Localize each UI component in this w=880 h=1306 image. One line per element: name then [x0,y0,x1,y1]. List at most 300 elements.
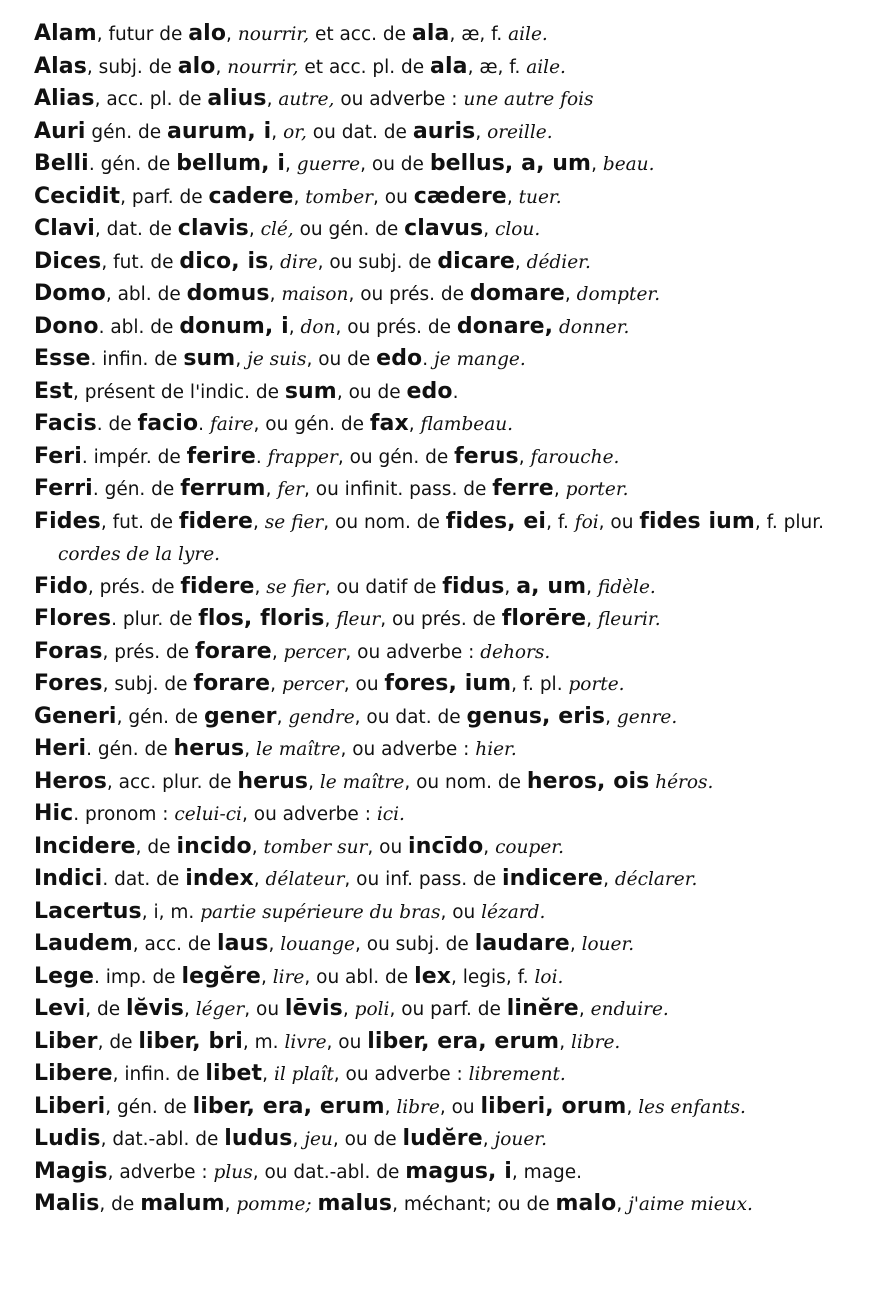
translation-text: plus [213,1161,253,1183]
dictionary-entry [34,1156,850,1189]
grammar-text: , abl. de [105,284,187,305]
dictionary-entry [34,993,850,1026]
grammar-text: , ou gén. de [337,446,455,468]
grammar-text: , [483,836,496,858]
headword-text: aurum, i [166,118,272,144]
headword-text: Fido [34,573,88,599]
grammar-text: . impér. de [81,446,187,468]
translation-text: héros. [655,771,714,793]
grammar-text: , de [85,999,127,1020]
translation-text: enduire. [590,999,669,1020]
grammar-text: , [616,1194,629,1215]
grammar-text: , de [135,836,177,858]
grammar-text: , [483,219,496,240]
translation-text: fer [277,479,304,500]
grammar-text: , ou prés. de [380,609,502,630]
grammar-text: , mage. [511,1161,583,1183]
grammar-text: , [268,251,281,273]
headword-text: forare [195,638,272,664]
headword-text: Malis [34,1191,100,1216]
grammar-text: , [271,121,284,143]
grammar-text: , [591,154,603,175]
translation-text: le maître [255,739,341,760]
translation-text: percer [281,674,344,695]
dictionary-entry [34,376,850,409]
dictionary-entry [34,408,850,441]
headword-text: Generi [34,703,117,729]
grammar-text: , [215,56,228,78]
grammar-text: , gén. de [105,1096,193,1118]
grammar-text: , [266,89,279,110]
translation-text: farouche. [530,446,620,468]
headword-text: liber, bri [138,1028,243,1054]
headword-text: Facis [34,411,97,436]
headword-text: ala [430,53,468,79]
headword-text: Indici [34,866,103,891]
headword-text: fidus [442,573,505,599]
translation-text: se fier [266,576,325,598]
headword-text: flos, floris [198,606,325,631]
translation-text: celui-ci [174,804,242,825]
translation-text: tomber sur [263,836,368,858]
headword-text: Levi [34,996,86,1021]
headword-text: alo [188,21,227,46]
grammar-text: , f. plur. [754,511,825,533]
translation-text: les enfants. [638,1096,746,1118]
grammar-text: , [276,706,289,728]
translation-text: foi [574,511,599,533]
grammar-text: ou adverbe : [334,89,464,110]
headword-text: Foras [34,638,103,664]
translation-text: le maître [319,771,405,793]
grammar-text: , [504,576,517,598]
headword-text: laus [216,931,269,956]
headword-text: dico, is [179,248,269,274]
headword-text: Alas [34,53,87,79]
translation-text: tomber [305,186,373,208]
headword-text: ferre [492,476,554,501]
grammar-text: , adverbe : [107,1161,214,1183]
grammar-text: , [586,609,598,630]
headword-text: libet [205,1061,263,1086]
grammar-text: , gén. de [116,706,204,728]
grammar-text: , [569,934,582,955]
dictionary-entry [34,18,850,51]
translation-text: aile. [508,24,548,45]
grammar-text: gén. de [85,121,167,143]
dictionary-entry [34,343,850,376]
dictionary-entry [34,116,850,149]
headword-text: Ferri [34,476,93,501]
grammar-text: , æ, f. [449,24,509,45]
grammar-text: , [226,24,238,45]
grammar-text: , [253,869,266,890]
translation-text: ici. [376,804,405,825]
grammar-text: , i, m. [141,901,201,923]
translation-text: couper. [495,836,564,858]
grammar-text: , [408,414,421,435]
grammar-text: , [260,966,273,988]
translation-text: pomme; [236,1194,312,1215]
translation-text: dompter. [576,284,661,305]
translation-text: libre. [570,1031,621,1053]
dictionary-entry [34,733,850,766]
headword-text: donum, i [179,313,289,339]
headword-text: ferire [186,443,256,469]
translation-text: jouer. [494,1129,547,1150]
headword-text: incīdo [408,833,484,859]
headword-text: fores, ium [384,671,512,696]
grammar-text: et acc. pl. de [298,56,431,78]
grammar-text: , [553,479,566,500]
headword-text: gener [203,703,277,729]
headword-text: ala [411,21,450,46]
grammar-text: , futur de [96,24,189,45]
grammar-text: , [248,219,261,240]
translation-text: jeu [304,1129,333,1150]
headword-text: a, um [516,573,587,599]
headword-text: lĕvis [126,996,184,1021]
headword-text: laudare [474,931,570,956]
grammar-text: , présent de l'indic. de [72,381,285,403]
grammar-text: , prés. de [102,641,196,663]
dictionary-entry [34,603,850,636]
grammar-text: , ou infinit. pass. de [304,479,493,500]
translation-text: fleurir. [597,609,661,630]
headword-text: Hic [34,801,74,826]
headword-text: Incidere [34,833,136,859]
grammar-text: , [603,869,615,890]
translation-text: hier. [475,739,517,760]
grammar-text: , æ, f. [467,56,527,78]
grammar-text: , ou subj. de [317,251,438,273]
translation-text: oreille. [487,121,553,143]
headword-text: malo [555,1191,617,1216]
dictionary-entry [34,213,850,246]
dictionary-entry [34,181,850,214]
headword-text: Fores [34,671,103,696]
grammar-text: , ou parf. de [389,999,507,1020]
grammar-text: , ou [439,1096,481,1118]
grammar-text: , [578,999,591,1020]
grammar-text: , ou de [336,381,407,403]
headword-text: florēre [501,606,587,631]
headword-text: ludĕre [402,1126,483,1151]
grammar-text: , acc. de [132,934,217,955]
grammar-text: , [235,349,248,370]
translation-text: je mange. [434,349,526,370]
translation-text: tuer. [518,186,562,208]
dictionary-entry [34,896,850,929]
grammar-text: . dat. de [102,869,186,890]
headword-text: Lege [34,963,95,989]
grammar-text: , [514,251,527,273]
grammar-text: , [254,576,267,598]
grammar-text: , acc. plur. de [106,771,238,793]
grammar-text: , [293,186,306,208]
grammar-text: , [251,836,264,858]
headword-text: Lacertus [34,898,142,924]
translation-text: il plaît [273,1064,334,1085]
grammar-text: , de [99,1194,141,1215]
grammar-text: et acc. de [309,24,412,45]
headword-text: domus [186,281,270,306]
translation-text: libre [396,1096,440,1118]
grammar-text: . gén. de [88,154,177,175]
grammar-text: , [270,674,282,695]
grammar-text: , ou de [306,349,377,370]
headword-text: edo [376,346,423,371]
translation-text: fleur [336,609,381,630]
translation-text: j'aime mieux. [628,1194,753,1215]
dictionary-entry [34,278,850,311]
headword-text: Esse [34,346,91,371]
grammar-text: , fut. de [101,251,180,273]
translation-text: or, [283,121,307,143]
dictionary-entry [34,1123,850,1156]
grammar-text: , [586,576,598,598]
headword-text: Domo [34,281,106,306]
grammar-text: , [482,1129,495,1150]
grammar-text: , [324,609,337,630]
headword-text: clavis [177,216,249,241]
translation-text: genre. [616,706,678,728]
headword-text: Magis [34,1158,108,1184]
headword-text: Liber [34,1028,98,1054]
grammar-text: , ou dat. de [354,706,467,728]
headword-text: Liberi [34,1093,106,1119]
grammar-text: , [518,446,531,468]
translation-text: dehors. [480,641,551,663]
headword-text: liber, era, erum [192,1093,385,1119]
headword-text: legĕre [181,963,261,989]
headword-text: alius [207,86,267,111]
headword-text: domare [469,281,565,306]
headword-text: auris [412,118,476,144]
headword-text: index [185,866,254,891]
headword-text: Auri [34,118,86,144]
headword-text: cadere [208,183,294,209]
grammar-text: . [452,381,459,403]
headword-text: facio [137,411,199,436]
grammar-text: , [268,934,281,955]
grammar-text: . [255,446,268,468]
grammar-text: . abl. de [98,316,180,338]
grammar-text: , [475,121,488,143]
headword-text: sum [183,346,236,371]
grammar-text: , [626,1096,639,1118]
grammar-text: , dat.-abl. de [100,1129,225,1150]
translation-text: beau. [602,154,655,175]
grammar-text: , [506,186,519,208]
grammar-text: , ou prés. de [335,316,457,338]
translation-text: maison [281,284,349,305]
headword-text: fax [369,411,409,436]
grammar-text: , ou adverbe : [241,804,377,825]
headword-text: Fides [34,508,101,534]
grammar-text: , [308,771,320,793]
headword-text: Heros [34,768,107,794]
headword-text: cædere [413,183,507,209]
translation-text: don [300,316,336,338]
dictionary-entry [34,1188,850,1221]
grammar-text: ou dat. de [306,121,413,143]
dictionary-entry [34,668,850,701]
headword-text: liberi, orum [480,1093,627,1119]
translation-text: lézard. [481,901,546,923]
grammar-text: , f. [546,511,575,533]
headword-text: bellus, a, um [429,151,592,176]
grammar-text: ou gén. de [293,219,405,240]
translation-text: percer [283,641,346,663]
dictionary-entry [34,863,850,896]
grammar-text: , [342,999,355,1020]
headword-text: Dono [34,313,99,339]
headword-text: dicare [437,248,515,274]
translation-text: lire [272,966,305,988]
grammar-text: , [292,1129,305,1150]
dictionary-entry [34,798,850,831]
headword-text: fides, ei [445,508,547,534]
headword-text: genus, eris [466,703,606,729]
translation-text: fidèle. [597,576,656,598]
translation-text: librement. [468,1064,566,1085]
grammar-text: , dat. de [94,219,178,240]
grammar-text: , m. [242,1031,285,1053]
headword-text: Feri [34,443,82,469]
grammar-text: , de [97,1031,139,1053]
dictionary-entry [34,571,850,604]
grammar-text: , [244,739,256,760]
translation-text: déclarer. [614,869,698,890]
headword-text: ferrum [180,476,266,501]
dictionary-entry [34,148,850,181]
grammar-text: , ou datif de [324,576,443,598]
headword-text: magus, i [405,1158,512,1184]
translation-text: nourrir, [227,56,299,78]
dictionary-entry [34,506,850,571]
grammar-text: . [198,414,210,435]
headword-text: fidere [180,573,255,599]
translation-text: léger [195,999,245,1020]
headword-text: linĕre [506,996,579,1021]
grammar-text: , ou inf. pass. de [344,869,503,890]
grammar-text: , [384,1096,397,1118]
grammar-text: . plur. de [111,609,199,630]
dictionary-entry [34,51,850,84]
grammar-text: , [183,999,196,1020]
grammar-text: , ou adverbe : [333,1064,469,1085]
grammar-text: , [288,316,301,338]
headword-text: heros, ois [526,768,650,794]
grammar-text: , ou gén. de [253,414,370,435]
dictionary-entry [34,701,850,734]
grammar-text: , ou dat.-abl. de [252,1161,406,1183]
headword-text: sum [284,378,337,404]
dictionary-entry [34,311,850,344]
translation-text: nourrir, [237,24,310,45]
grammar-text: , legis, f. [451,966,535,988]
headword-text: fides ium [639,508,755,534]
translation-text: gendre [288,706,355,728]
translation-text: frapper [267,446,338,468]
headword-text: Ludis [34,1126,101,1151]
grammar-text: , [559,1031,571,1053]
grammar-text: , ou nom. de [323,511,446,533]
grammar-text: , [269,284,282,305]
grammar-text: . imp. de [94,966,182,988]
headword-text: Dices [34,248,102,274]
dictionary-entry [34,473,850,506]
grammar-text: , ou [343,674,385,695]
grammar-text: , ou subj. de [354,934,475,955]
translation-text: aile. [526,56,566,78]
headword-text: indicere [502,866,604,891]
dictionary-entry [34,636,850,669]
translation-text: donner. [558,316,630,338]
headword-text: liber, era, erum [367,1028,560,1054]
headword-text: herus [237,768,309,794]
grammar-text: , ou prés. de [348,284,470,305]
grammar-text: . gén. de [92,479,181,500]
translation-text: louer. [581,934,635,955]
headword-text: forare [193,671,271,696]
translation-text: porte. [568,674,625,695]
headword-text: edo [406,378,453,404]
translation-text: livre [284,1031,327,1053]
dictionary-entry [34,1026,850,1059]
dictionary-entry [34,961,850,994]
headword-text: malus [317,1191,393,1216]
grammar-text: , ou nom. de [404,771,527,793]
headword-text: incido [176,833,252,859]
grammar-text: , [253,511,265,533]
grammar-text: , [262,1064,274,1085]
grammar-text: , subj. de [102,674,194,695]
grammar-text: , [224,1194,237,1215]
dictionary-entry [34,928,850,961]
headword-text: Cecidit [34,183,121,209]
grammar-text: , [605,706,617,728]
translation-text: faire [209,414,254,435]
headword-text: Est [34,378,73,404]
translation-text: poli [354,999,390,1020]
dictionary-entry [34,831,850,864]
grammar-text: , infin. de [112,1064,206,1085]
grammar-text: , prés. de [87,576,181,598]
translation-text: cordes de la lyre. [58,544,221,565]
dictionary-entry [34,246,850,279]
grammar-text: , acc. pl. de [94,89,208,110]
dictionary-entry [34,766,850,799]
headword-text: herus [173,736,245,761]
dictionary-entry [34,441,850,474]
headword-text: bellum, i [176,151,285,176]
translation-text: flambeau. [420,414,514,435]
grammar-text: , ou de [332,1129,403,1150]
grammar-text: . pronom : [73,804,175,825]
translation-text: dédier. [526,251,591,273]
dictionary-entry [34,1091,850,1124]
translation-text: partie supérieure du bras [200,901,441,923]
translation-text: porter. [565,479,629,500]
grammar-text: , [285,154,297,175]
translation-text: dire [280,251,318,273]
grammar-text: . gén. de [86,739,174,760]
grammar-text: , méchant; ou de [392,1194,556,1215]
headword-text: lēvis [284,996,343,1021]
grammar-text: . infin. de [90,349,184,370]
